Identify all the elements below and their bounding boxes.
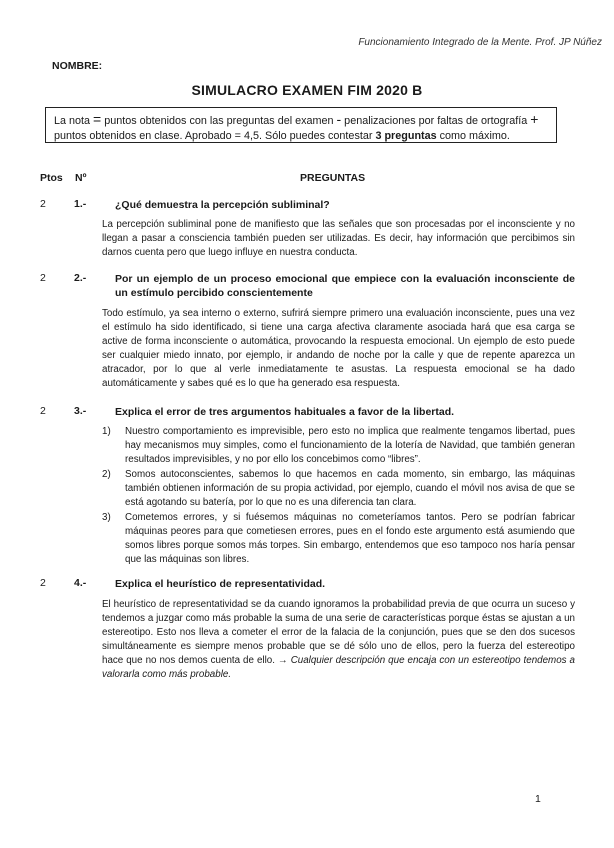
page-title: SIMULACRO EXAMEN FIM 2020 B: [191, 82, 423, 98]
answer-list: [102, 425, 575, 568]
equals-sign: =: [93, 111, 102, 127]
note-text: puntos obtenidos con las preguntas del examen: [101, 115, 337, 127]
column-header-num: Nº: [75, 172, 87, 184]
note-text: puntos obtenidos en clase. Aprobado = 4,5. Sólo puedes contestar: [54, 130, 376, 142]
question-number: 4.-: [74, 577, 87, 589]
page-number: 1: [535, 793, 541, 805]
answer-italic-conclusion: → Cualquier descripción que encaja con un estereotipo tendemos a valorarla como más probable.: [102, 655, 575, 680]
list-marker: 1): [102, 426, 111, 437]
answer-text: [102, 307, 575, 391]
name-label: NOMBRE:: [52, 60, 103, 72]
answer-paragraph: [102, 598, 575, 682]
note-text: penalizaciones por faltas de ortografía: [341, 115, 531, 127]
list-item-text: Somos autoconscientes, sabemos lo que hacemos en cada momento, sin embargo, las máquinas también obtienen información de su propia actividad, por ejemplo, cuando el móvil nos avisa de que se está agotando su batería, por lo que no es una diferencia tan clara.: [125, 469, 575, 508]
question-text: Explica el heurístico de representatividad.: [115, 578, 326, 590]
list-item-text: Cometemos errores, y si fuésemos máquinas no cometeríamos tantos. Pero se podrían fabricar máquinas peores para que cometiesen errores, pues en el fondo este argumento está asumiendo que somos libres porque somos más torpes. Sin embargo, entendemos que eso tampoco nos haría pensar que las máquinas son libres.: [125, 512, 575, 565]
note-bold: 3 preguntas: [375, 130, 437, 142]
note-text: La nota: [54, 115, 94, 127]
question-points: 2: [40, 272, 46, 284]
list-item: [102, 468, 575, 510]
note-text: como máximo.: [436, 130, 510, 142]
question-number: 1.-: [74, 198, 87, 210]
column-header-questions: PREGUNTAS: [300, 172, 366, 184]
plus-sign: +: [530, 111, 539, 127]
list-item: [102, 425, 575, 467]
list-marker: 2): [102, 469, 111, 480]
minus-sign: -: [336, 111, 342, 127]
question-text: Explica el error de tres argumentos habituales a favor de la libertad.: [115, 406, 455, 418]
question-number: 3.-: [74, 405, 87, 417]
column-header-pts: Ptos: [40, 172, 63, 184]
grading-note-box: [45, 107, 557, 143]
answer-text: [102, 598, 575, 682]
question-text: Por un ejemplo de un proceso emocional que empiece con la evaluación inconsciente de un estímulo percibido conscientemente: [115, 273, 575, 299]
question-points: 2: [40, 577, 46, 589]
answer-text: [102, 218, 575, 260]
list-item-text: Nuestro comportamiento es imprevisible, pero esto no implica que realmente tengamos libertad, pues hay mecanismos muy simples, como el funcionamiento de la lotería de Navidad, que también generan resultados imprevisibles, y no por ello los concebimos como “libres”.: [125, 426, 575, 465]
question-number: 2.-: [74, 272, 87, 284]
list-marker: 3): [102, 512, 111, 523]
answer-paragraph: Todo estímulo, ya sea interno o externo, sufrirá siempre primero una evaluación inconsciente, pues una vez el estímulo ha sido identificado, si tiene una carga afectiva claramente asociada hará que esa carga se active de forma inconsciente o automática, provocando la respuesta emocional. Un ejemplo de esto puede ser cualquier miedo innato, por ejemplo, ir andando de noche por la calle y que de repente aparezca un atracador, por lo que al verle inmediatamente te asustas. La respuesta emocional se ha dado automáticamente y sabes qué es lo que ha generado esa respuesta.: [102, 308, 575, 389]
answer-body: El heurístico de representatividad se da cuando ignoramos la probabilidad previa de que ocurra un suceso y tendemos a juzgar como más probable la suma de una serie de características porque éstas se ajustan a un estereotipo. Esto nos lleva a cometer el error de la falacia de la conjunción, pues que se den dos sucesos simultáneamente es siempre menos probable que se dé sólo uno de ellos, pero la fuerza del estereotipo hace que no nos demos cuenta de ello.: [102, 599, 575, 666]
question-points: 2: [40, 198, 46, 210]
course-header: Funcionamiento Integrado de la Mente. Prof. JP Núñez: [358, 37, 602, 48]
question-text: ¿Qué demuestra la percepción subliminal?: [115, 199, 330, 211]
question-points: 2: [40, 405, 46, 417]
answer-paragraph: La percepción subliminal pone de manifiesto que las señales que son procesadas por el inconsciente y no llegan a pasar a consciencia también pueden ser utilizadas. Es decir, hay información que percibimos sin darnos cuenta pero que luego influye en nuestra conducta.: [102, 219, 575, 258]
list-item: [102, 511, 575, 567]
